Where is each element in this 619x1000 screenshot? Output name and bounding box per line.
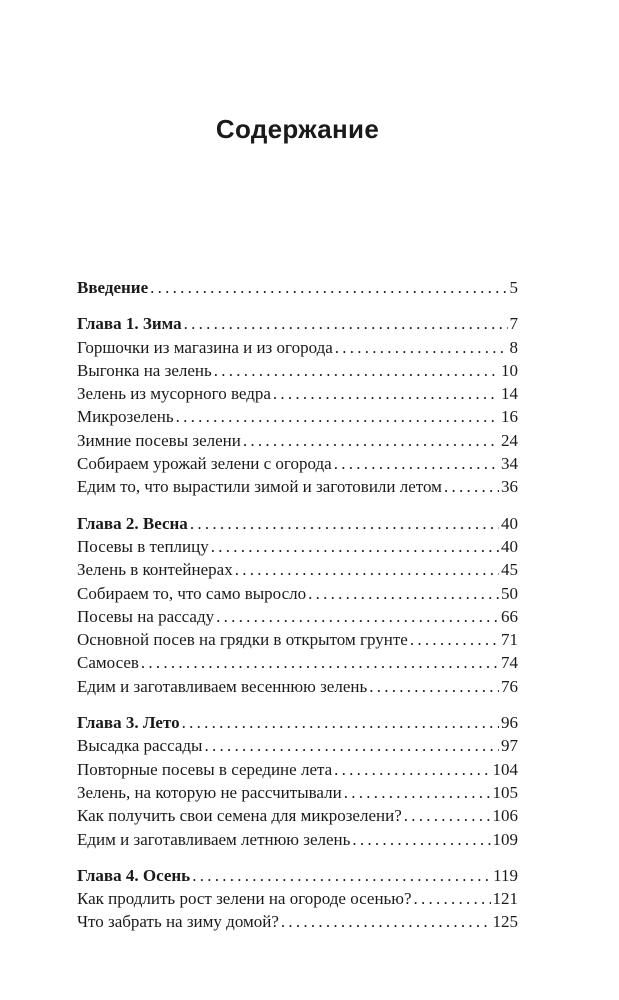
toc-entry-label: Как получить свои семена для микрозелени? (77, 806, 402, 826)
toc-page-number: 14 (501, 384, 518, 404)
toc-chapter-entry (77, 864, 518, 887)
toc-page-number: 97 (501, 736, 518, 756)
dot-leader (273, 382, 499, 405)
dot-leader (150, 276, 507, 299)
toc-entry-label: Посевы на рассаду (77, 606, 215, 626)
toc-entry-label: Глава 3. Лето (77, 713, 180, 733)
toc-entry-label: Посевы в теплицу (77, 536, 209, 556)
toc-page-number: 45 (501, 560, 518, 580)
toc-page-number: 66 (501, 606, 518, 626)
toc-entry-label: Едим и заготавливаем весеннюю зелень (77, 676, 368, 696)
toc-entry-label: Высадка рассады (77, 736, 203, 756)
toc-chapter-entry (77, 512, 518, 535)
toc-section (77, 312, 518, 498)
dot-leader (216, 605, 499, 628)
dot-leader (204, 734, 499, 757)
toc-entry (77, 405, 518, 428)
toc-page-number: 5 (509, 278, 518, 297)
toc-page-number: 16 (501, 407, 518, 427)
dot-leader (214, 359, 499, 382)
toc-entry-label: Едим и заготавливаем летнюю зелень (77, 829, 351, 849)
toc-entry-label: Что забрать на зиму домой? (77, 912, 279, 932)
dot-leader (444, 475, 499, 498)
toc-page-number: 109 (492, 829, 518, 849)
toc-entry-label: Повторные посевы в середине лета (77, 759, 333, 779)
toc-page-number: 76 (501, 676, 518, 696)
toc-page-number: 105 (492, 782, 518, 802)
dot-leader (308, 582, 499, 605)
toc-entry-label: Горшочки из магазина и из огорода (77, 337, 333, 357)
toc-section (77, 512, 518, 698)
dot-leader (344, 781, 491, 804)
dot-leader (335, 336, 508, 359)
dot-leader (414, 887, 491, 910)
toc-entry (77, 429, 518, 452)
dot-leader (334, 758, 490, 781)
toc-chapter-entry (77, 312, 518, 335)
toc-entry (77, 359, 518, 382)
toc-page-number: 106 (492, 806, 518, 826)
toc-entry (77, 382, 518, 405)
toc-entry-label: Зимние посевы зелени (77, 430, 241, 450)
toc-entry (77, 452, 518, 475)
toc-page-number: 40 (501, 536, 518, 556)
toc-entry (77, 336, 518, 359)
toc-entry-label: Собираем то, что само выросло (77, 583, 307, 603)
dot-leader (141, 651, 499, 674)
toc-page-number: 96 (501, 713, 518, 733)
dot-leader (192, 864, 491, 887)
dot-leader (334, 452, 499, 475)
toc-entry (77, 475, 518, 498)
toc-entry-label: Зелень из мусорного ведра (77, 384, 271, 404)
toc-page-number: 74 (501, 653, 518, 673)
dot-leader (182, 711, 499, 734)
toc-page-number: 10 (501, 360, 518, 380)
toc-entry (77, 887, 518, 910)
toc-page-number: 50 (501, 583, 518, 603)
toc-page-number: 125 (492, 912, 518, 932)
toc-entry (77, 910, 518, 933)
toc-entry-label: Собираем урожай зелени с огорода (77, 454, 332, 474)
dot-leader (281, 910, 491, 933)
dot-leader (190, 512, 499, 535)
toc-entry-label: Глава 1. Зима (77, 314, 182, 334)
toc-entry-label: Глава 2. Весна (77, 513, 188, 533)
toc-section (77, 864, 518, 934)
toc-page-number: 36 (501, 477, 518, 497)
toc-page-number: 121 (492, 889, 518, 909)
toc-entry-label: Выгонка на зелень (77, 360, 212, 380)
toc-page-number: 8 (509, 337, 518, 357)
dot-leader (410, 628, 499, 651)
toc-entry (77, 628, 518, 651)
toc-page-number: 7 (509, 314, 518, 334)
toc-page-number: 24 (501, 430, 518, 450)
toc-entry (77, 558, 518, 581)
dot-leader (235, 558, 499, 581)
toc-entry (77, 781, 518, 804)
toc-entry-label: Введение (77, 278, 149, 297)
toc-chapter-entry (77, 711, 518, 734)
dot-leader (184, 312, 508, 335)
toc-entry (77, 535, 518, 558)
toc-entry (77, 758, 518, 781)
toc-entry (77, 651, 518, 674)
toc-entry (77, 828, 518, 851)
toc-page-number: 40 (501, 513, 518, 533)
dot-leader (211, 535, 499, 558)
page-title: Содержание (215, 114, 380, 144)
dot-leader (352, 828, 490, 851)
toc-entry (77, 582, 518, 605)
toc-entry-label: Микрозелень (77, 407, 174, 427)
toc-entry-label: Зелень, на которую не рассчитывали (77, 782, 342, 802)
toc-entry-label: Едим то, что вырастили зимой и заготовили летом (77, 477, 442, 497)
toc-entry (77, 675, 518, 698)
toc-entry-label: Как продлить рост зелени на огороде осенью? (77, 889, 412, 909)
toc-page-number: 104 (492, 759, 518, 779)
toc-entry-label: Основной посев на грядки в открытом грунте (77, 630, 408, 650)
toc-section (77, 711, 518, 851)
toc-entry (77, 605, 518, 628)
toc-section (77, 276, 518, 299)
toc-entry (77, 734, 518, 757)
dot-leader (243, 429, 499, 452)
toc-chapter-entry (77, 276, 518, 299)
toc-entry-label: Самосев (77, 653, 139, 673)
toc-page-number: 119 (493, 865, 518, 885)
dot-leader (404, 804, 491, 827)
toc-entry-label: Зелень в контейнерах (77, 560, 233, 580)
dot-leader (369, 675, 499, 698)
toc-entry-label: Глава 4. Осень (77, 865, 191, 885)
toc-entry (77, 804, 518, 827)
toc-page-number: 34 (501, 454, 518, 474)
toc-page-number: 71 (501, 630, 518, 650)
table-of-contents (77, 276, 518, 947)
dot-leader (176, 405, 499, 428)
